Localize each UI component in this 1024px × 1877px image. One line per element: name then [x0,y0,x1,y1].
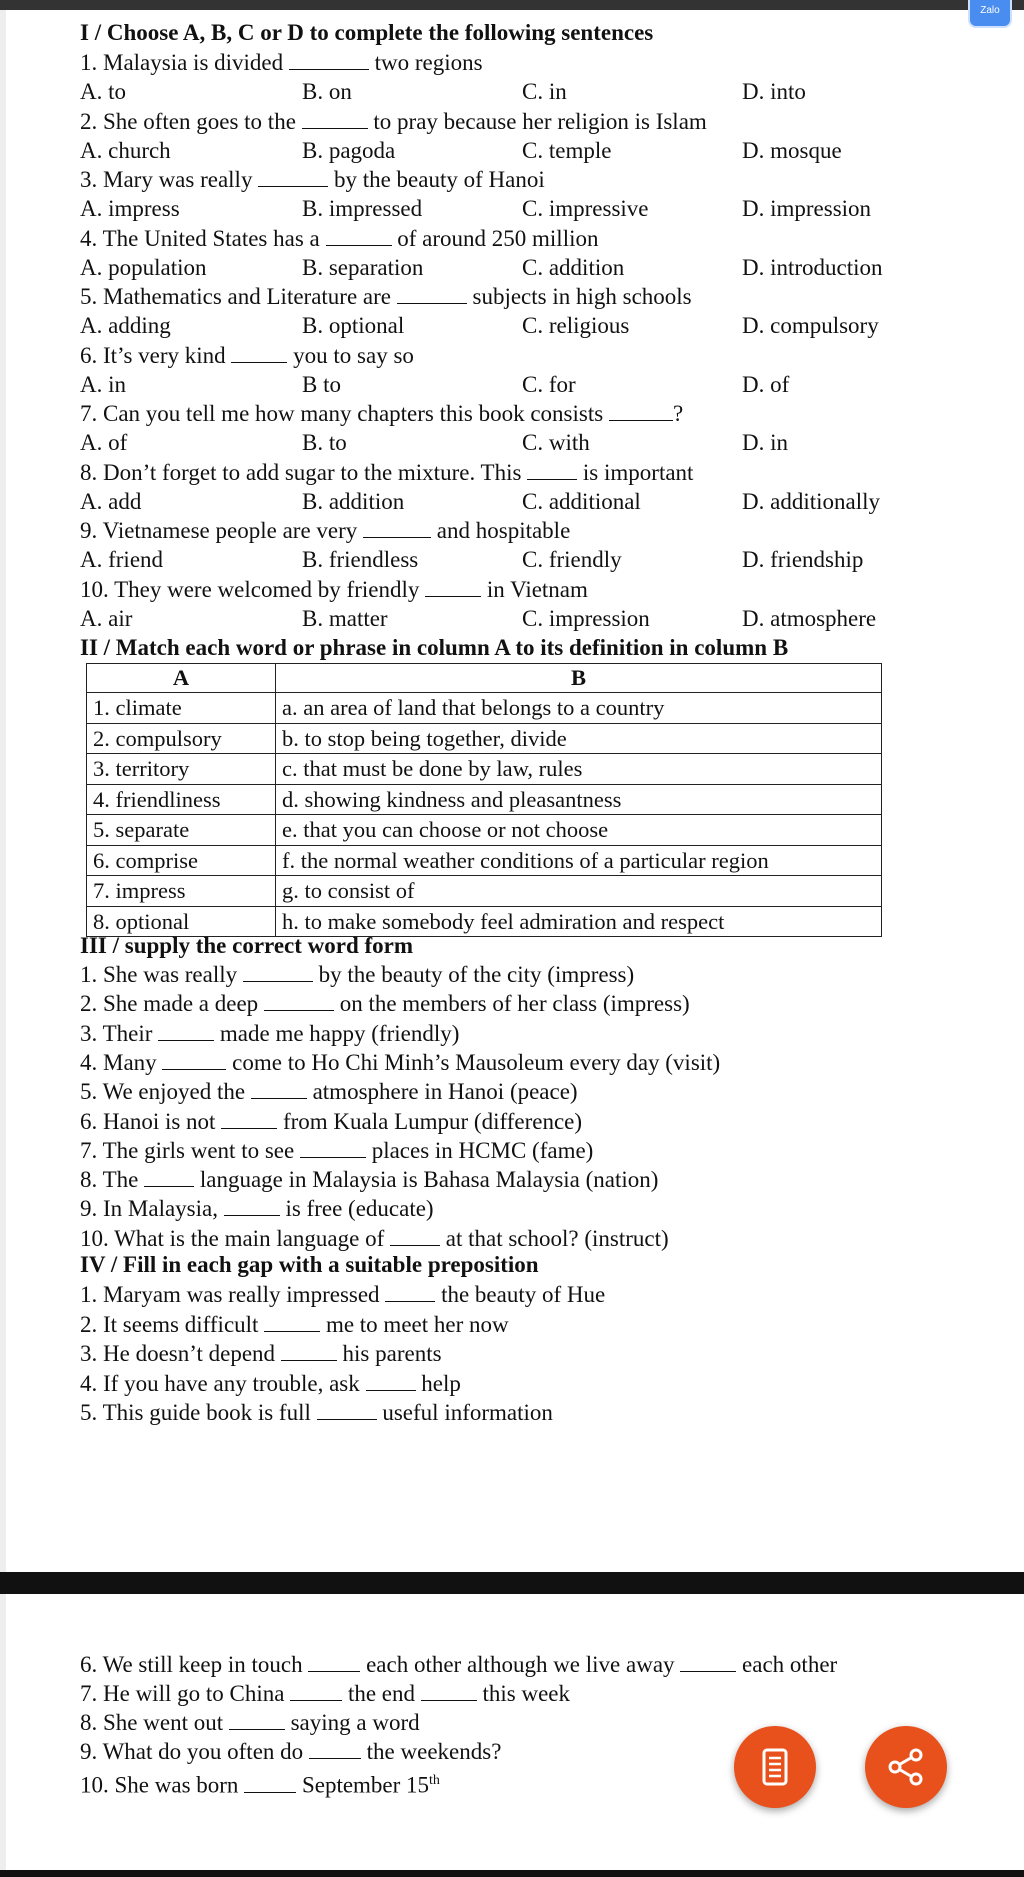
question-text: his parents [336,1341,442,1366]
section-title: IV / Fill in each gap with a suitable preposition [80,1252,539,1277]
word-form-item-5 [80,1079,578,1105]
question-text: 2. She often goes to the [80,108,302,134]
preposition-item-1 [80,1282,605,1308]
option-label: B. addition [302,488,405,514]
option-label: A. in [80,371,126,397]
option-label: D. additionally [742,488,880,514]
option-c [522,313,629,339]
answer-blank [231,344,287,363]
option-label: C. temple [522,137,612,163]
option-a [80,196,180,222]
question-text: and hospitable [431,518,571,543]
word-form-item-6 [80,1109,582,1135]
question-text: 5. Mathematics and Literature are [80,284,397,309]
question-text: 8. Don’t forget to add sugar to the mixture. This [80,459,528,485]
column-a-cell: 6. comprise [87,845,276,876]
question-text: 2. It seems difficult [80,1311,265,1337]
question-text: 2. She made a deep [80,991,264,1017]
option-label: B. on [302,79,352,104]
option-a [80,430,127,456]
column-b-cell: d. showing kindness and pleasantness [276,784,882,815]
question-text: 3. He doesn’t depend [80,1341,281,1366]
preposition-item-6 [80,1652,837,1678]
answer-blank [425,578,481,597]
question-text: 7. Can you tell me how many chapters this book consists [80,401,609,426]
answer-blank [251,1080,307,1099]
question-text: is important [577,459,694,485]
share-icon [886,1747,926,1787]
question-text: 10. They were welcomed by friendly [80,576,426,602]
question-text: of around 250 million [391,225,599,251]
question-text: 4. The United States has a [80,225,326,251]
share-button[interactable] [865,1726,947,1808]
option-c [522,79,567,105]
answer-blank [421,1682,477,1701]
table-row [87,784,882,815]
table-row [87,754,882,785]
answer-blank [366,1372,416,1391]
column-a-cell: 8. optional [87,906,276,937]
option-d [742,547,863,573]
preposition-item-5 [80,1400,553,1426]
question-text: 9. Vietnamese people are very [80,518,364,543]
answer-blank [609,402,673,421]
answer-blank [308,1653,360,1672]
question-10 [80,577,588,603]
answer-blank [258,168,328,187]
option-label: B. impressed [302,196,423,221]
document-reader-icon [755,1747,795,1787]
column-a-cell: 7. impress [87,876,276,907]
question-text: 6. We still keep in touch [80,1652,309,1677]
preposition-item-7 [80,1681,570,1707]
question-6 [80,343,414,369]
question-text: 1. Maryam was really impressed [80,1282,386,1307]
column-b-cell: g. to consist of [276,876,882,907]
option-b [302,196,422,222]
option-label: C. additional [522,488,641,514]
question-text: by the beauty of Hanoi [328,167,545,192]
option-c [522,138,611,164]
option-d [742,372,789,398]
option-c [522,196,649,222]
question-text: 10. What is the main language of [80,1225,390,1251]
question-text: 7. He will go to China [80,1681,291,1706]
answer-blank [264,1313,320,1332]
option-a [80,547,163,573]
question-text: at that school? (instruct) [440,1225,669,1251]
option-label: A. air [80,605,133,631]
option-label: A. to [80,79,126,104]
answer-blank [302,110,368,129]
option-c [522,430,590,456]
question-text: me to meet her now [320,1311,509,1337]
question-text: made me happy (friendly) [214,1020,460,1046]
option-label: A. church [80,137,171,163]
question-text: 5. This guide book is full [80,1400,317,1425]
option-b [302,489,404,515]
question-text: language in Malaysia is Bahasa Malaysia (nation) [194,1167,659,1193]
option-label: B. matter [302,605,388,631]
question-text: 8. She went out [80,1710,229,1735]
section-2-title [80,635,788,661]
question-text: to pray because her religion is Islam [367,108,707,134]
answer-blank [224,1197,280,1216]
preposition-item-4 [80,1371,461,1397]
option-label: C. impression [522,605,650,631]
word-form-item-1 [80,962,634,988]
option-label: A. friend [80,547,164,572]
option-b [302,313,404,339]
option-label: B to [302,371,341,397]
question-text: the end [342,1681,421,1706]
question-text: 8. The [80,1167,145,1193]
option-c [522,489,641,515]
question-text: is free (educate) [279,1196,434,1222]
answer-blank [309,1740,361,1759]
column-b-header: B [276,664,882,693]
option-label: A. add [80,488,142,514]
question-text: ? [672,401,684,426]
table-row [87,906,882,937]
section-title: III / supply the correct word form [80,933,414,958]
answer-blank [290,1682,342,1701]
option-b [302,138,395,164]
question-text: help [415,1370,461,1396]
question-text: by the beauty of the city (impress) [312,962,635,987]
option-a [80,372,126,398]
answer-blank [144,1168,194,1187]
answer-blank [397,285,467,304]
question-text: 1. She was really [80,962,243,987]
question-text: the beauty of Hue [435,1282,606,1307]
option-label: D. compulsory [742,313,879,338]
question-9 [80,518,570,544]
option-d [742,79,806,105]
table-row [87,845,882,876]
question-2 [80,109,707,135]
answer-blank [281,1342,337,1361]
column-a-cell: 4. friendliness [87,784,276,815]
matching-table [86,663,882,937]
option-b [302,547,418,573]
preposition-item-2 [80,1312,509,1338]
status-bar [0,0,1024,10]
option-label: D. in [742,430,788,455]
section-title: II / Match each word or phrase in column A to its definition in column B [80,635,789,660]
column-a-cell: 2. compulsory [87,723,276,754]
option-a [80,489,141,515]
option-b [302,430,347,456]
column-b-cell: h. to make somebody feel admiration and respect [276,906,882,937]
preposition-item-10 [80,1768,440,1799]
option-label: D. into [742,79,806,104]
column-b-cell: a. an area of land that belongs to a country [276,693,882,724]
column-a-cell: 1. climate [87,693,276,724]
answer-blank [221,1110,277,1129]
answer-blank [385,1283,435,1302]
question-text: 6. It’s very kind [80,342,232,368]
option-label: C. religious [522,313,630,338]
question-text: 7. The girls went to see [80,1137,300,1163]
option-b [302,79,352,105]
option-d [742,430,788,456]
preposition-item-8 [80,1710,420,1736]
column-b-cell: e. that you can choose or not choose [276,815,882,846]
option-b [302,606,388,632]
option-label: A. of [80,430,128,455]
option-d [742,138,842,164]
question-8 [80,460,693,486]
option-label: B. friendless [302,547,419,572]
option-label: A. population [80,254,207,280]
option-label: B. to [302,430,347,455]
question-text: useful information [376,1400,553,1425]
word-form-item-8 [80,1167,658,1193]
navigation-bar [0,1870,1024,1877]
question-text: come to Ho Chi Minh’s Mausoleum every day (visit) [226,1049,721,1075]
question-text: you to say so [287,342,414,368]
question-text: 3. Their [80,1020,159,1046]
question-7 [80,401,683,427]
question-text: 9. What do you often do [80,1739,309,1764]
table-row [87,723,882,754]
option-label: D. friendship [742,547,864,572]
answer-blank [300,1139,366,1158]
option-c [522,547,622,573]
option-b [302,372,341,398]
question-text: 5. We enjoyed the [80,1079,251,1105]
option-b [302,255,423,281]
option-d [742,255,883,281]
option-label: C. with [522,430,590,455]
column-b-cell: b. to stop being together, divide [276,723,882,754]
question-text: 3. Mary was really [80,167,259,192]
option-d [742,606,876,632]
option-label: D. mosque [742,137,842,163]
column-a-cell: 3. territory [87,754,276,785]
section-title: I / Choose A, B, C or D to complete the following sentences [80,20,654,45]
option-label: C. addition [522,254,625,280]
option-label: A. adding [80,313,171,338]
preposition-item-3 [80,1341,442,1367]
question-text: two regions [368,50,483,75]
question-text: 6. Hanoi is not [80,1108,222,1134]
question-text: 1. Malaysia is divided [80,50,289,75]
column-b-cell: f. the normal weather conditions of a particular region [276,845,882,876]
option-c [522,255,624,281]
question-text: this week [476,1681,571,1706]
table-row [87,876,882,907]
table-row [87,815,882,846]
option-label: B. pagoda [302,137,396,163]
option-a [80,255,207,281]
question-text: 4. Many [80,1049,163,1075]
option-a [80,138,171,164]
question-text: the weekends? [360,1739,502,1764]
question-text: September 15 [296,1772,430,1798]
column-b-cell: c. that must be done by law, rules [276,754,882,785]
answer-blank [244,1774,296,1793]
word-form-item-10 [80,1226,669,1252]
answer-blank [317,1401,377,1420]
option-label: C. friendly [522,547,622,572]
column-a-cell: 5. separate [87,815,276,846]
question-4 [80,226,598,252]
question-text: saying a word [284,1710,420,1735]
option-c [522,606,650,632]
question-text: 4. If you have any trouble, ask [80,1370,366,1396]
section-1-title [80,20,653,46]
word-form-item-4 [80,1050,720,1076]
option-label: D. introduction [742,254,883,280]
page-divider [0,1572,1024,1594]
option-label: B. optional [302,313,405,338]
option-a [80,79,126,105]
answer-blank [363,519,431,538]
answer-blank [289,51,369,70]
preposition-item-9 [80,1739,501,1765]
question-text: from Kuala Lumpur (difference) [277,1108,583,1134]
option-label: B. separation [302,254,424,280]
screen-edge [0,0,6,1877]
option-label: D. atmosphere [742,605,877,631]
question-1 [80,50,483,76]
option-label: D. impression [742,196,872,221]
word-form-item-3 [80,1021,459,1047]
question-text: each other although we live away [360,1652,681,1677]
question-5 [80,284,692,310]
answer-blank [158,1022,214,1041]
answer-blank [243,963,313,982]
reader-mode-button[interactable] [734,1726,816,1808]
question-text: 9. In Malaysia, [80,1196,224,1222]
question-text: each other [736,1652,838,1677]
answer-blank [162,1051,226,1070]
question-text: subjects in high schools [466,284,692,309]
option-label: C. for [522,371,576,397]
question-text: 10. She was born [80,1772,245,1798]
word-form-item-9 [80,1196,434,1222]
question-text: atmosphere in Hanoi (peace) [306,1079,578,1105]
answer-blank [527,461,577,480]
option-a [80,313,171,339]
word-form-item-2 [80,991,690,1017]
option-label: A. impress [80,196,180,221]
option-d [742,489,880,515]
option-c [522,372,576,398]
option-label: D. of [742,371,790,397]
question-text: on the members of her class (impress) [333,991,690,1017]
option-label: C. impressive [522,196,649,221]
answer-blank [264,992,334,1011]
option-d [742,313,879,339]
ordinal-suffix: th [429,1773,440,1788]
option-d [742,196,871,222]
answer-blank [680,1653,736,1672]
answer-blank [229,1711,285,1730]
answer-blank [326,227,392,246]
question-3 [80,167,545,193]
zalo-app-badge[interactable]: Zalo [968,0,1012,28]
column-a-header: A [87,664,276,693]
section-4-title [80,1252,539,1278]
question-text: places in HCMC (fame) [365,1137,594,1163]
word-form-item-7 [80,1138,593,1164]
option-a [80,606,132,632]
table-row [87,693,882,724]
question-text: in Vietnam [481,576,588,602]
answer-blank [390,1227,440,1246]
option-label: C. in [522,79,567,104]
